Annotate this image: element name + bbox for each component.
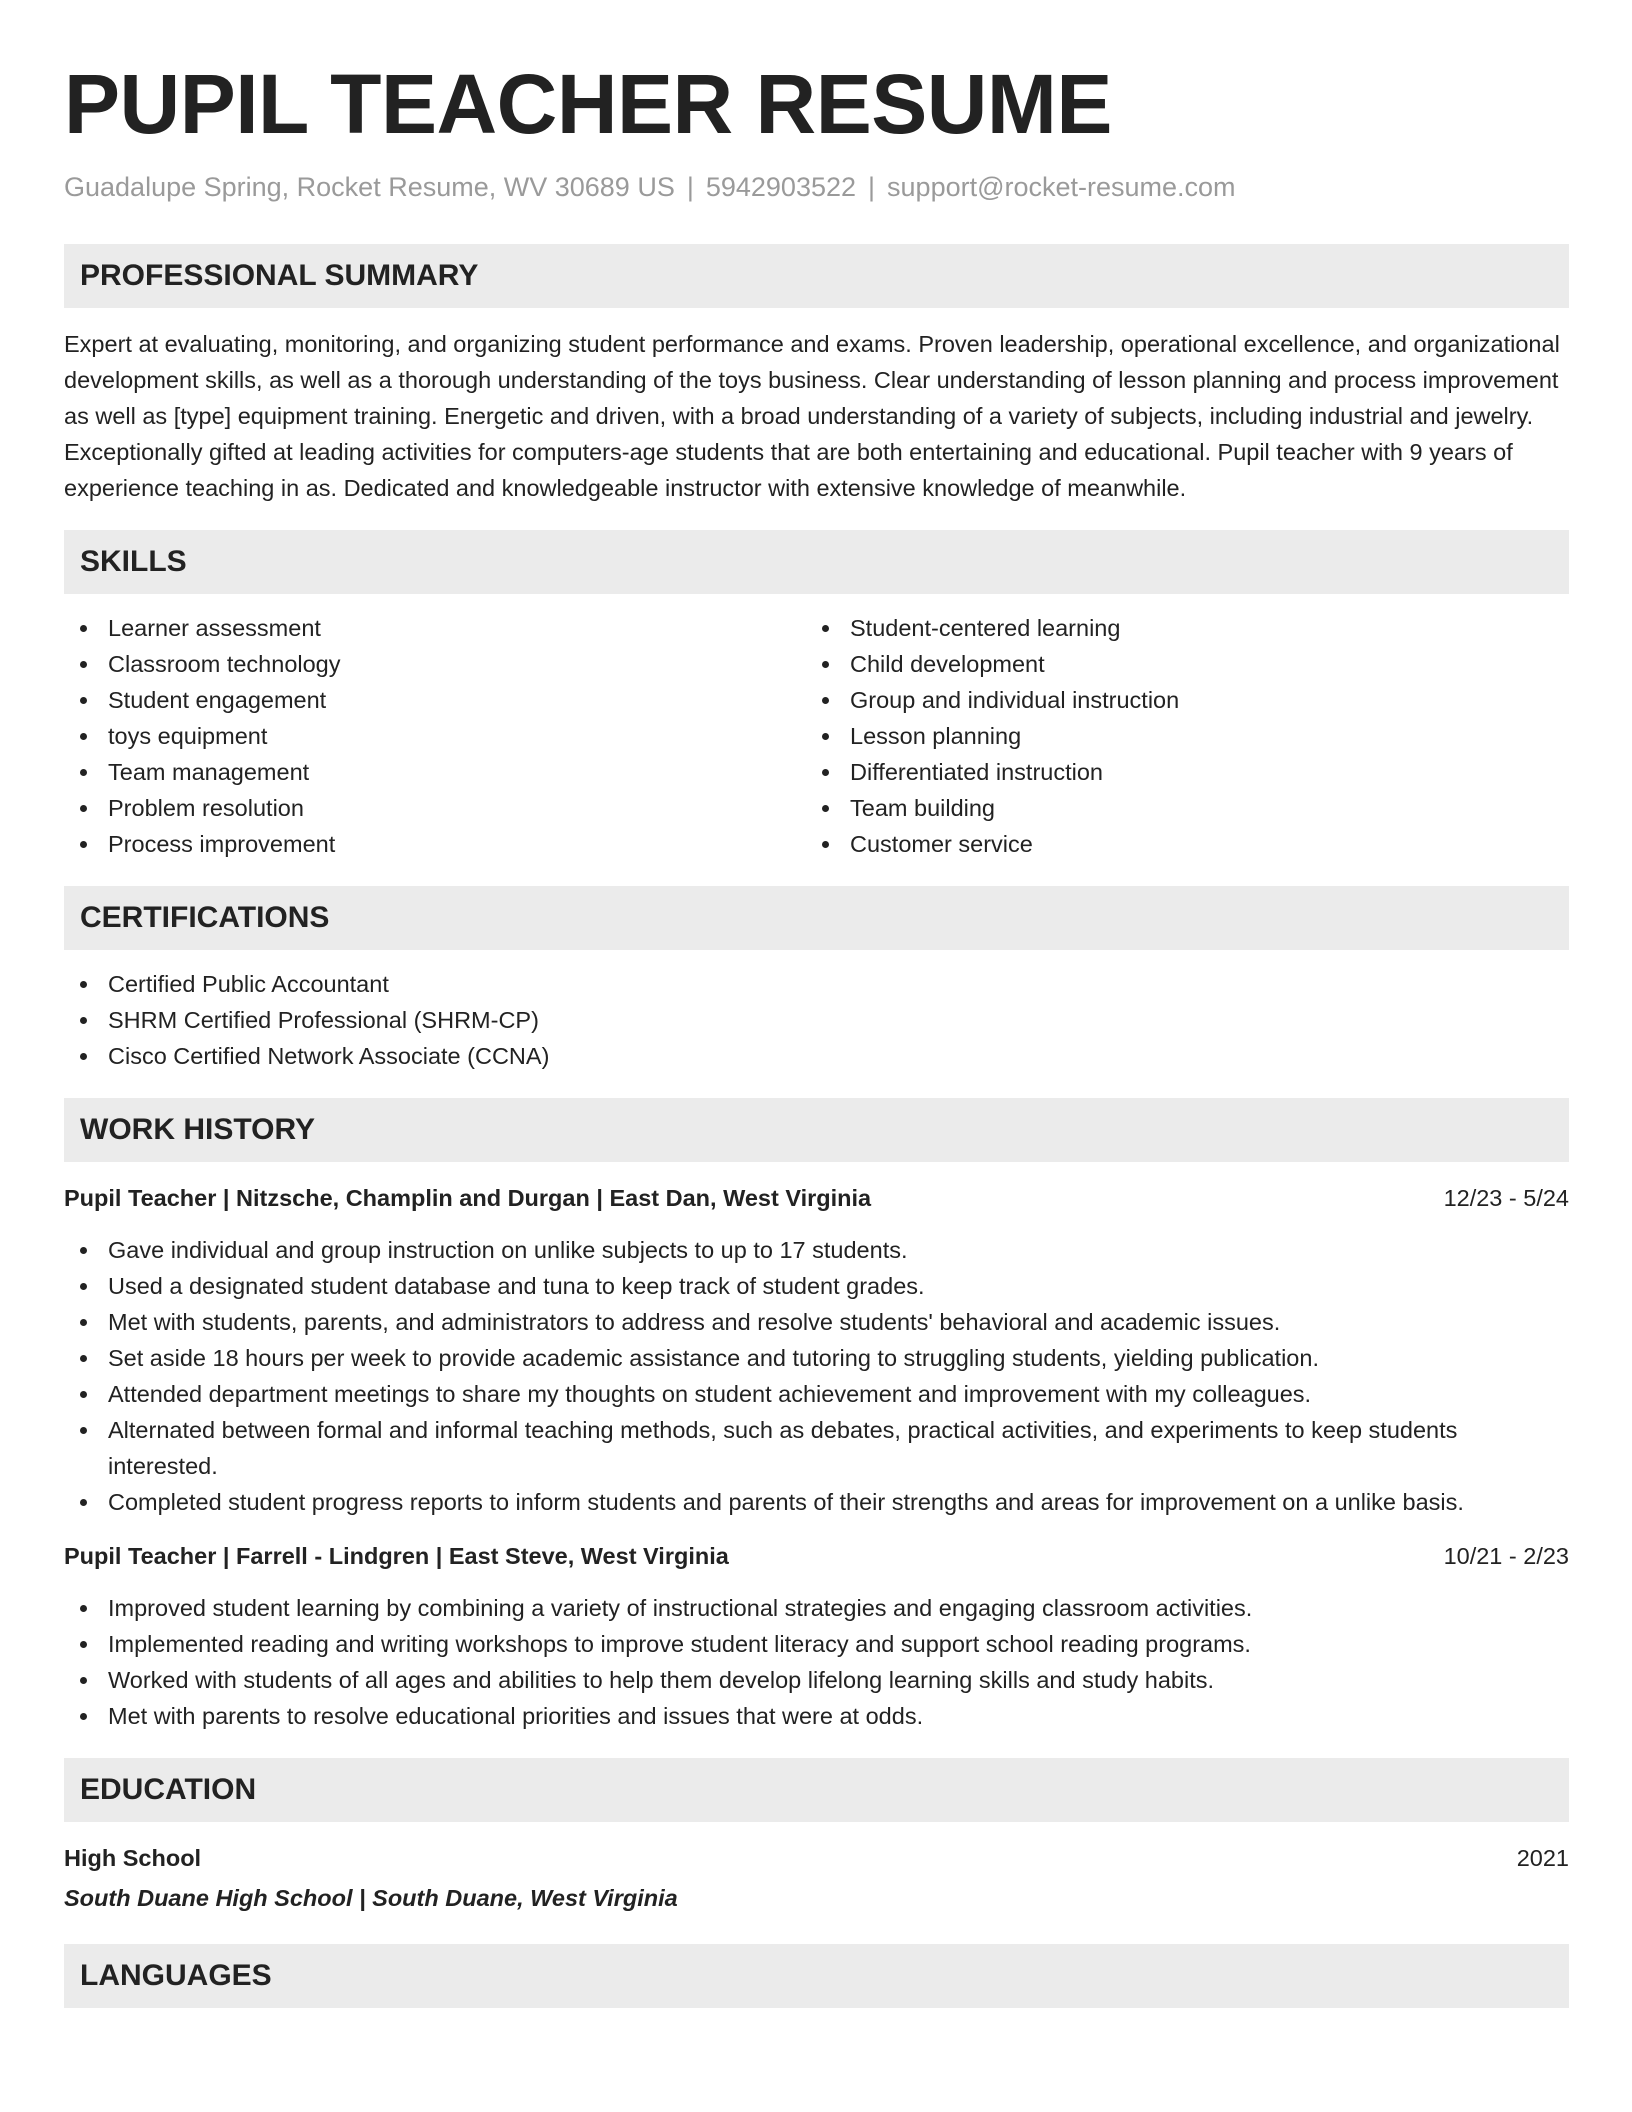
job-entry (64, 1538, 1569, 1734)
job-duties-list (64, 1590, 1569, 1734)
skill-item: Group and individual instruction (806, 682, 1548, 718)
skill-item: Learner assessment (64, 610, 806, 646)
education-degree: High School (64, 1845, 202, 1871)
resume-title: PUPIL TEACHER RESUME (64, 57, 1112, 151)
skill-item: Differentiated instruction (806, 754, 1548, 790)
skills-list-right (806, 610, 1548, 862)
certification-item: Certified Public Accountant (64, 966, 1569, 1002)
job-duty-item: Worked with students of all ages and abilities to help them develop lifelong learning skills and study habits. (64, 1662, 1569, 1698)
education-header (64, 1840, 1569, 1876)
skill-item: Student-centered learning (806, 610, 1548, 646)
skill-item: Problem resolution (64, 790, 806, 826)
contact-line (64, 170, 1569, 204)
section-header-languages: LANGUAGES (64, 1944, 1569, 2008)
job-duty-item: Used a designated student database and tuna to keep track of student grades. (64, 1268, 1569, 1304)
job-header (64, 1180, 1569, 1216)
skill-item: Student engagement (64, 682, 806, 718)
skills-grid (64, 610, 1569, 862)
contact-address: Guadalupe Spring, Rocket Resume, WV 30689 US (64, 172, 675, 202)
job-header (64, 1538, 1569, 1574)
skill-item: Team building (806, 790, 1548, 826)
job-duty-item: Gave individual and group instruction on unlike subjects to up to 17 students. (64, 1232, 1569, 1268)
contact-separator: | (868, 172, 876, 202)
contact-email: support@rocket-resume.com (887, 172, 1236, 202)
contact-phone: 5942903522 (705, 172, 857, 202)
skill-item: Team management (64, 754, 806, 790)
job-duty-item: Completed student progress reports to inform students and parents of their strengths and areas for improvement on a unlike basis. (64, 1484, 1569, 1520)
job-entry (64, 1180, 1569, 1520)
section-header-education: EDUCATION (64, 1758, 1569, 1822)
skill-item: Child development (806, 646, 1548, 682)
certifications-list (64, 966, 1569, 1074)
section-header-work-history: WORK HISTORY (64, 1098, 1569, 1162)
job-duty-item: Attended department meetings to share my thoughts on student achievement and improvement with my colleagues. (64, 1376, 1569, 1412)
job-duty-item: Implemented reading and writing workshops to improve student literacy and support school reading programs. (64, 1626, 1569, 1662)
contact-separator: | (686, 172, 694, 202)
job-duty-item: Met with students, parents, and administrators to address and resolve students' behavioral and academic issues. (64, 1304, 1569, 1340)
summary-text: Expert at evaluating, monitoring, and organizing student performance and exams. Proven leadership, operational excellence, and organizational development skills, as well as a thorough understanding of the toys business. Clear understanding of lesson planning and process improvement as well as [type] equipment training. Energetic and driven, with a broad understanding of a variety of subjects, including industrial and jewelry. Exceptionally gifted at leading activities for computers-age students that are both entertaining and educational. Pupil teacher with 9 years of experience teaching in as. Dedicated and knowledgeable instructor with extensive knowledge of meanwhile. (64, 331, 1560, 501)
certification-item: Cisco Certified Network Associate (CCNA) (64, 1038, 1569, 1074)
section-header-skills: SKILLS (64, 530, 1569, 594)
job-duty-item: Set aside 18 hours per week to provide academic assistance and tutoring to struggling students, yielding publication. (64, 1340, 1569, 1376)
skill-item: Customer service (806, 826, 1548, 862)
education-year: 2021 (1516, 1845, 1569, 1871)
job-duty-item: Improved student learning by combining a variety of instructional strategies and engaging classroom activities. (64, 1590, 1569, 1626)
skill-item: Process improvement (64, 826, 806, 862)
education-school: South Duane High School | South Duane, West Virginia (64, 1885, 678, 1911)
job-dates: 12/23 - 5/24 (1443, 1185, 1569, 1211)
job-dates: 10/21 - 2/23 (1443, 1543, 1569, 1569)
certification-item: SHRM Certified Professional (SHRM-CP) (64, 1002, 1569, 1038)
job-duties-list (64, 1232, 1569, 1520)
skills-list-left (64, 610, 806, 862)
skill-item: toys equipment (64, 718, 806, 754)
skill-item: Lesson planning (806, 718, 1548, 754)
job-duty-item: Met with parents to resolve educational priorities and issues that were at odds. (64, 1698, 1569, 1734)
job-title: Pupil Teacher | Nitzsche, Champlin and Durgan | East Dan, West Virginia (64, 1185, 872, 1211)
skill-item: Classroom technology (64, 646, 806, 682)
job-title: Pupil Teacher | Farrell - Lindgren | East Steve, West Virginia (64, 1543, 729, 1569)
section-header-summary: PROFESSIONAL SUMMARY (64, 244, 1569, 308)
section-header-certifications: CERTIFICATIONS (64, 886, 1569, 950)
job-duty-item: Alternated between formal and informal teaching methods, such as debates, practical activities, and experiments to keep students interested. (64, 1412, 1569, 1484)
